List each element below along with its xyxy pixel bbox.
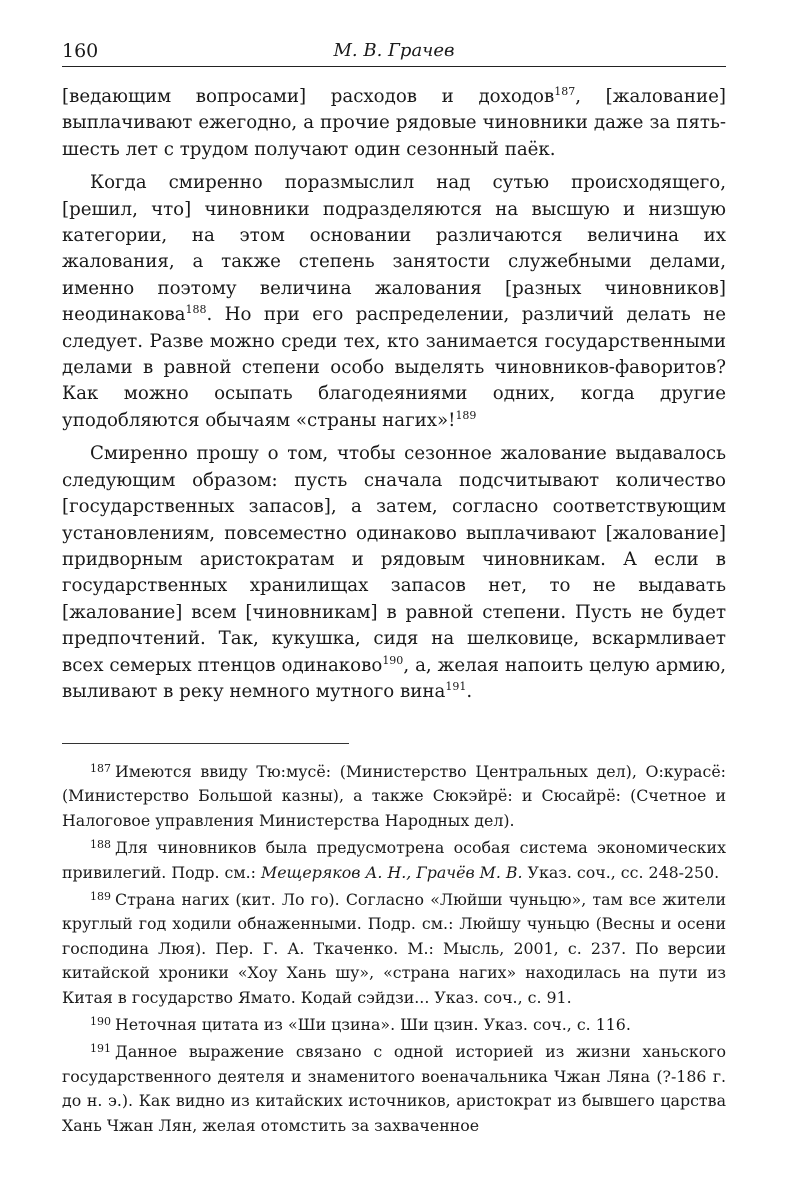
footnote-divider [62, 743, 349, 744]
paragraph-2 [62, 170, 726, 434]
footnote-ref-189: 189 [455, 408, 477, 422]
footnote-text: Данное выражение связано с одной историей из жизни ханьского государственного деятеля и знаменитого военачальника Чжан Ляна (?-186 г. до н. э.). Как видно из китайских источников, аристократ из бывшего царства Хань Чжан Лян, желая отомстить за захваченное [62, 1042, 726, 1135]
footnote-ref-190: 190 [382, 653, 404, 667]
main-text [62, 84, 726, 705]
footnote-number: 190 [90, 1015, 111, 1029]
paragraph-text: [ведающим вопросами] расходов и доходов [62, 86, 555, 107]
page-number: 160 [62, 40, 99, 62]
footnote-number: 187 [90, 762, 111, 775]
footnote-190 [62, 1013, 726, 1037]
footnote-ref-191: 191 [445, 679, 467, 693]
footnote-text: Неточная цитата из «Ши цзина». Ши цзин. Указ. соч., с. 116. [115, 1015, 631, 1035]
footnote-ref-188: 188 [185, 303, 207, 317]
paragraph-text: . [466, 680, 473, 702]
footnote-number: 188 [90, 838, 111, 852]
footnote-number: 191 [90, 1042, 111, 1056]
paragraph-text: , а, желая напоить целую армию, выливают в реку немного мутного вина [62, 654, 726, 702]
footnote-187 [62, 760, 726, 833]
footnote-text: Указ. соч., сс. 248-250. [522, 862, 720, 882]
footnote-authors: Мещеряков А. Н., Грачёв М. В. [261, 862, 523, 882]
paragraph-text: . Но при его распределении, различий делать не следует. Разве можно среди тех, кто занимается государственными делами в равной степени особо выделять чиновников-фаворитов? Как можно осыпать благодеяниями одних, когда другие уподобляются обычаям «страны нагих»! [62, 304, 726, 431]
footnote-ref-187: 187 [554, 85, 576, 98]
paragraph-text: , [жалование] выплачивают ежегодно, а прочие рядовые чиновники даже за пять-шесть лет с трудом получают один сезонный паёк. [62, 86, 726, 160]
footnote-number: 189 [90, 890, 111, 904]
running-title: М. В. Грачев [333, 40, 455, 61]
footnote-191 [62, 1040, 726, 1138]
footnote-189 [62, 888, 726, 1010]
paragraph-text: Смиренно прошу о том, чтобы сезонное жалование выдавалось следующим образом: пусть сначала подсчитывают количество [государственных запасов], а затем, согласно соответствующим установлениям, повсеместно одинаково выплачивают [жалование] придворным аристократам и рядовым чиновникам. А если в государственных хранилищах запасов нет, то не выдавать [жалование] всем [чиновникам] в равной степени. Пусть не будет предпочтений. Так, кукушка, сидя на шелковице, вскармливает всех семерых птенцов одинаково [62, 443, 726, 676]
footnote-188 [62, 836, 726, 885]
paragraph-text: Когда смиренно поразмыслил над сутью происходящего, [решил, что] чиновники подразделяются на высшую и низшую категории, на этом основании различаются величина их жалования, а также степень занятости служебными делами, именно поэтому величина жалования [разных чиновников] неодинакова [62, 172, 726, 326]
page-header [62, 38, 726, 67]
paragraph-1 [62, 84, 726, 163]
footnote-text: Для чиновников была предусмотрена особая система экономических привилегий. Подр. см.: [62, 838, 726, 882]
footnote-text: Страна нагих (кит. Ло го). Согласно «Люйши чуньцю», там все жители круглый год ходили обнаженными. Подр. см.: Люйшу чуньцю (Весны и осени господина Люя). Пер. Г. А. Ткаченко. М.: Мысль, 2001, с. 237. По версии китайской хроники «Хоу Хань шу», «страна нагих» находилась на пути из Китая в государство Ямато. Кодай сэйдзи... Указ. соч., с. 91. [62, 890, 726, 1007]
footnote-text: Имеются ввиду Тю:мусё: (Министерство Центральных дел), О:курасё: (Министерство Большой казны), а также Сюкэйрё: и Сюсайрё: (Счетное и Налоговое управления Министерства Народных дел). [62, 762, 726, 830]
footnotes [62, 760, 726, 1141]
paragraph-3 [62, 441, 726, 705]
